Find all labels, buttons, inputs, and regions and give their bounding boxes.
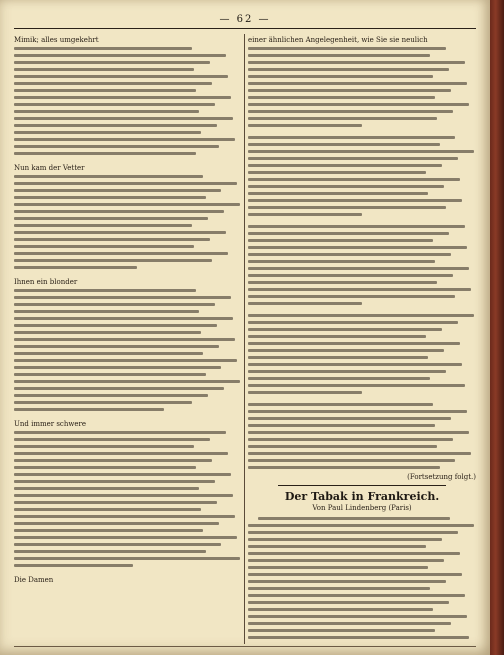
illegible-text-line bbox=[14, 196, 206, 199]
illegible-text-line bbox=[248, 110, 453, 113]
illegible-text-line bbox=[14, 452, 228, 455]
illegible-text-line bbox=[14, 515, 235, 518]
illegible-text-line bbox=[14, 501, 217, 504]
illegible-text-line bbox=[248, 136, 455, 139]
illegible-text-line bbox=[248, 103, 469, 106]
illegible-text-line bbox=[248, 417, 451, 420]
illegible-text-line bbox=[248, 466, 440, 469]
illegible-text-line bbox=[248, 531, 458, 534]
illegible-text-line bbox=[248, 587, 430, 590]
illegible-text-line bbox=[14, 61, 210, 64]
illegible-text-line bbox=[14, 103, 215, 106]
illegible-text-line bbox=[248, 391, 362, 394]
illegible-text-line bbox=[14, 245, 194, 248]
illegible-text-line bbox=[14, 138, 235, 141]
illegible-text-line bbox=[248, 178, 460, 181]
illegible-text-line bbox=[14, 124, 217, 127]
illegible-text-line bbox=[248, 192, 428, 195]
illegible-text-line bbox=[248, 164, 442, 167]
illegible-text-line bbox=[248, 150, 474, 153]
illegible-text-line bbox=[14, 529, 203, 532]
page-number: — 62 — bbox=[219, 14, 271, 25]
illegible-text-line bbox=[248, 452, 471, 455]
illegible-text-line bbox=[248, 267, 469, 270]
illegible-text-line bbox=[14, 480, 215, 483]
illegible-text-line bbox=[248, 615, 467, 618]
illegible-text-line bbox=[248, 96, 435, 99]
illegible-text-line bbox=[14, 380, 240, 383]
illegible-text-line bbox=[14, 110, 199, 113]
illegible-text-line bbox=[14, 259, 212, 262]
illegible-text-line bbox=[14, 352, 203, 355]
illegible-text-line bbox=[14, 317, 233, 320]
illegible-text-line bbox=[248, 206, 446, 209]
illegible-text-line bbox=[248, 232, 449, 235]
illegible-text-line bbox=[248, 288, 471, 291]
illegible-text-line bbox=[248, 601, 449, 604]
illegible-text-line bbox=[14, 117, 233, 120]
illegible-text-line bbox=[14, 536, 237, 539]
book-binding-edge bbox=[490, 0, 504, 655]
illegible-text-line bbox=[14, 231, 226, 234]
illegible-text-line bbox=[248, 524, 474, 527]
illegible-text-line bbox=[248, 68, 449, 71]
illegible-text-line bbox=[14, 438, 210, 441]
illegible-text-line bbox=[248, 75, 433, 78]
illegible-text-line bbox=[248, 552, 460, 555]
illegible-text-line bbox=[248, 363, 462, 366]
illegible-text-line bbox=[248, 89, 451, 92]
illegible-text-line bbox=[248, 629, 435, 632]
illegible-text-line bbox=[14, 47, 192, 50]
left-column bbox=[14, 36, 242, 642]
illegible-text-line bbox=[248, 566, 428, 569]
illegible-text-line bbox=[248, 225, 465, 228]
illegible-text-line bbox=[14, 82, 212, 85]
illegible-text-line bbox=[248, 61, 465, 64]
illegible-text-line bbox=[248, 459, 455, 462]
illegible-text-line bbox=[248, 573, 462, 576]
illegible-text-line bbox=[14, 210, 224, 213]
illegible-text-line bbox=[14, 152, 196, 155]
continuation-note: (Fortsetzung folgt.) bbox=[407, 473, 476, 481]
illegible-text-line bbox=[14, 331, 201, 334]
illegible-text-line bbox=[14, 366, 221, 369]
illegible-text-line bbox=[258, 517, 450, 520]
illegible-text-line bbox=[14, 373, 206, 376]
illegible-text-line bbox=[248, 253, 451, 256]
illegible-text-line bbox=[248, 545, 426, 548]
illegible-text-line bbox=[14, 189, 221, 192]
illegible-text-line bbox=[14, 543, 221, 546]
illegible-text-line bbox=[248, 239, 433, 242]
illegible-text-line bbox=[14, 217, 208, 220]
illegible-text-line bbox=[248, 356, 428, 359]
illegible-text-line bbox=[248, 403, 433, 406]
illegible-text-line bbox=[14, 68, 194, 71]
illegible-text-line bbox=[14, 557, 240, 560]
illegible-text-line bbox=[248, 295, 455, 298]
illegible-text-line bbox=[14, 238, 210, 241]
illegible-text-line bbox=[248, 377, 430, 380]
illegible-text-line bbox=[14, 303, 215, 306]
illegible-text-line bbox=[248, 157, 458, 160]
illegible-text-line bbox=[248, 384, 465, 387]
illegible-text-line bbox=[248, 410, 467, 413]
left-column-opening: Mimik; alles umgekehrt bbox=[14, 36, 99, 44]
paragraph-start: Ihnen ein blonder bbox=[14, 278, 78, 286]
illegible-text-line bbox=[14, 310, 199, 313]
illegible-text-line bbox=[248, 342, 460, 345]
illegible-text-line bbox=[248, 424, 435, 427]
illegible-text-line bbox=[14, 387, 224, 390]
illegible-text-line bbox=[248, 82, 467, 85]
illegible-text-line bbox=[14, 289, 196, 292]
illegible-text-line bbox=[248, 281, 437, 284]
illegible-text-line bbox=[248, 124, 362, 127]
illegible-text-line bbox=[14, 324, 217, 327]
paragraph-start: Die Damen bbox=[14, 576, 54, 584]
illegible-text-line bbox=[14, 466, 196, 469]
illegible-text-line bbox=[248, 580, 446, 583]
illegible-text-line bbox=[14, 75, 228, 78]
illegible-text-line bbox=[248, 328, 442, 331]
illegible-text-line bbox=[248, 213, 362, 216]
illegible-text-line bbox=[14, 345, 219, 348]
illegible-text-line bbox=[14, 431, 226, 434]
illegible-text-line bbox=[14, 338, 235, 341]
illegible-text-line bbox=[248, 438, 453, 441]
illegible-text-line bbox=[248, 246, 467, 249]
illegible-text-line bbox=[14, 252, 228, 255]
illegible-text-line bbox=[248, 199, 462, 202]
illegible-text-line bbox=[14, 203, 240, 206]
illegible-text-line bbox=[248, 117, 437, 120]
article-title: Der Tabak in Frankreich. bbox=[284, 490, 440, 503]
illegible-text-line bbox=[248, 143, 440, 146]
illegible-text-line bbox=[248, 47, 446, 50]
illegible-text-line bbox=[14, 401, 192, 404]
illegible-text-line bbox=[248, 431, 469, 434]
illegible-text-line bbox=[14, 96, 231, 99]
illegible-text-line bbox=[14, 266, 137, 269]
illegible-text-line bbox=[14, 494, 233, 497]
illegible-text-line bbox=[14, 131, 201, 134]
illegible-text-line bbox=[14, 408, 164, 411]
illegible-text-line bbox=[248, 622, 451, 625]
paragraph-start: Nun kam der Vetter bbox=[14, 164, 85, 172]
illegible-text-line bbox=[14, 89, 196, 92]
illegible-text-line bbox=[248, 608, 433, 611]
illegible-text-line bbox=[248, 335, 426, 338]
illegible-text-line bbox=[14, 394, 208, 397]
illegible-text-line bbox=[248, 636, 469, 639]
illegible-text-line bbox=[248, 185, 444, 188]
illegible-text-line bbox=[14, 508, 201, 511]
illegible-text-line bbox=[248, 274, 453, 277]
page-header bbox=[14, 14, 476, 29]
illegible-text-line bbox=[248, 302, 362, 305]
paragraph-start: Und immer schwere bbox=[14, 420, 86, 428]
illegible-text-line bbox=[14, 359, 237, 362]
illegible-text-line bbox=[14, 175, 203, 178]
illegible-text-line bbox=[248, 260, 435, 263]
illegible-text-line bbox=[14, 224, 192, 227]
illegible-text-line bbox=[248, 171, 426, 174]
right-column-opening: einer ähnlichen Angelegenheit, wie Sie sie neulich bbox=[248, 36, 428, 44]
article-title-rule bbox=[278, 485, 446, 486]
illegible-text-line bbox=[14, 54, 226, 57]
illegible-text-line bbox=[248, 314, 474, 317]
illegible-text-line bbox=[14, 182, 237, 185]
illegible-text-line bbox=[14, 145, 219, 148]
illegible-text-line bbox=[248, 370, 446, 373]
illegible-text-line bbox=[248, 321, 458, 324]
illegible-text-line bbox=[14, 459, 212, 462]
illegible-text-line bbox=[14, 296, 231, 299]
illegible-text-line bbox=[14, 564, 133, 567]
illegible-text-line bbox=[248, 538, 442, 541]
column-divider bbox=[244, 34, 245, 644]
article-byline: Von Paul Lindenberg (Paris) bbox=[312, 504, 412, 512]
illegible-text-line bbox=[248, 559, 444, 562]
page-bottom-edge bbox=[14, 646, 476, 647]
illegible-text-line bbox=[248, 594, 465, 597]
illegible-text-line bbox=[14, 445, 194, 448]
right-column bbox=[248, 36, 476, 642]
illegible-text-line bbox=[14, 550, 206, 553]
illegible-text-line bbox=[248, 445, 437, 448]
illegible-text-line bbox=[248, 349, 444, 352]
illegible-text-line bbox=[248, 54, 430, 57]
illegible-text-line bbox=[14, 487, 199, 490]
illegible-text-line bbox=[14, 473, 231, 476]
illegible-text-line bbox=[14, 522, 219, 525]
